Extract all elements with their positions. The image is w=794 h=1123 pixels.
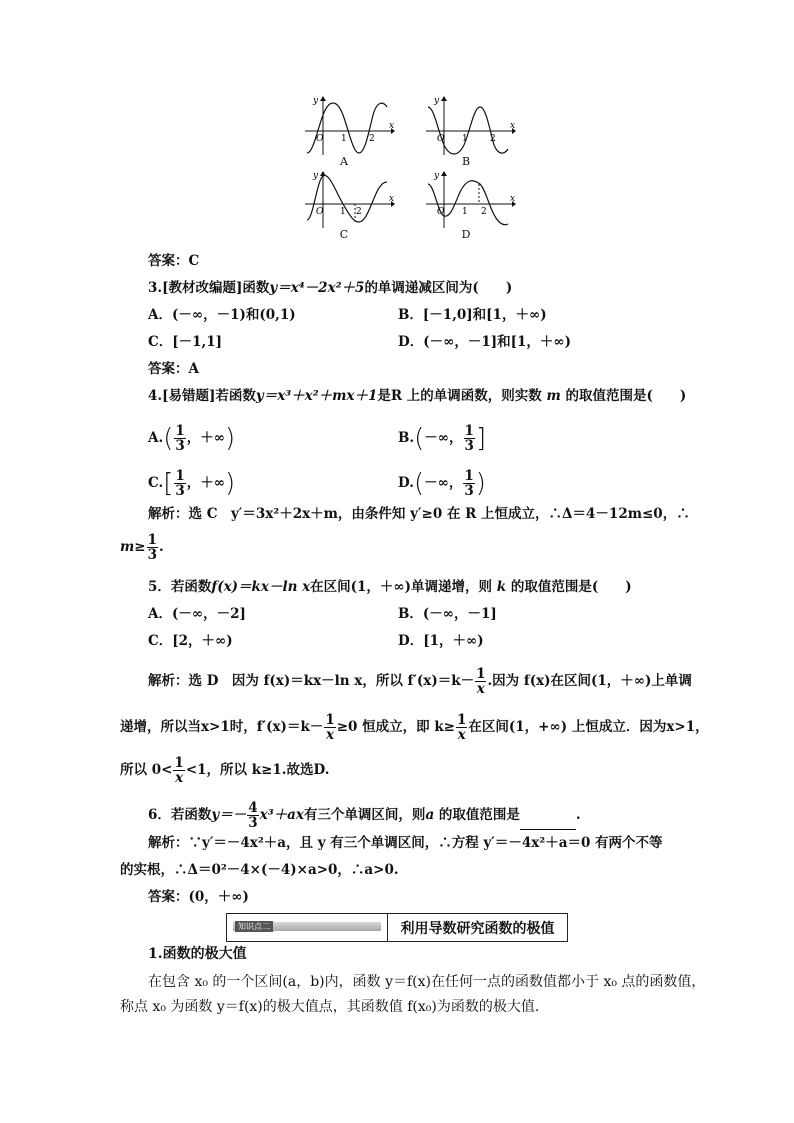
q6-solution-line1: 解析：∵y′＝－4x²＋a，且 y 有三个单调区间，∴方程 y′＝－4x²＋a＝0 有两个不等 [148,835,663,851]
q5-head: 5．若函数 [148,579,212,595]
q4-stem [148,387,686,405]
q3-answer: 答案：A [148,361,199,377]
q4-func: y＝x³＋x²＋mx＋1 [255,388,378,404]
q4-sol-m: m≥ [120,539,146,555]
graph-d-svg [424,170,516,230]
graph-d-1: 1 [462,207,468,217]
q6-solution-line2: 的实根，∴Δ＝0²－4×(－4)×a>0，∴a>0. [120,862,399,878]
q5-stem [148,578,632,596]
q5-sol2-mid: ≥0 恒成立，即 k≥ [336,719,455,735]
q3-stem [148,279,512,297]
graph-d-o: O [437,207,445,217]
q3-option-c: C．[－1,1] [148,334,223,350]
graph-b-svg [424,95,516,157]
q5-option-d: D．[1，＋∞) [398,633,484,649]
q3-tail: 的单调递减区间为( ) [364,280,513,296]
q4-a-prefix: A. [148,430,164,446]
graph-b-label: B [461,155,471,168]
graph-a-o: O [316,134,324,144]
graph-d [424,170,516,234]
q5-sol3-pre: 所以 0< [120,762,173,778]
q5-tail: 在区间(1，＋∞)单调递增，则 [310,579,493,595]
q4-option-c: C.[ $\frac{1}{3}$ ，＋∞) [148,468,236,499]
graph-c [303,170,395,234]
q5-sol2-pre: 递增，所以当x>1时，f′(x)＝k－ [120,719,324,735]
graph-a-y: y [313,96,319,106]
q6-end: . [575,807,581,823]
graph-c-2: 2 [356,207,362,217]
graph-d-2: 2 [481,207,487,217]
q4-c-frac: $\frac{1}{3}$ [175,468,185,499]
graph-d-y: y [434,171,440,181]
q6-answer-blank [520,815,576,830]
q4-b-inf: －∞ [424,430,450,446]
q4-d-inf: －∞ [424,475,449,491]
section-tag [227,914,388,941]
graph-b-2: 2 [490,134,496,144]
section-header [226,913,568,942]
q4-c-inf: ＋∞ [200,475,226,491]
q5-sol2-frac1: $\frac{1}{x}$ [325,712,335,743]
q4-tail2: 的取值范围是( ) [565,388,687,404]
q3-option-d: D．(－∞，－1]和[1，＋∞) [398,334,572,350]
q6-func-post: x³＋ax [259,807,304,823]
graph-c-svg [303,170,395,230]
q6-stem [148,801,581,830]
q6-head: 6．若函数 [148,807,212,823]
graph-a [303,95,395,161]
graph-d-x: x [510,194,516,204]
graph-a-x: x [389,121,395,131]
graph-b-x: x [510,121,516,131]
q3-option-b: B．[－1,0]和[1，＋∞) [398,307,547,323]
q5-tail2: 的取值范围是( ) [510,579,632,595]
q5-sol3-frac: $\frac{1}{x}$ [174,755,184,786]
q4-option-a: A.( $\frac{1}{3}$ ，＋∞) [148,423,236,454]
graph-d-label: D [461,228,471,241]
graph-c-x: x [389,194,395,204]
def-heading: 1.函数的极大值 [148,946,247,962]
graph-b-o: O [437,134,445,144]
q6-var: a [425,807,435,823]
graph-a-svg [303,95,395,157]
q5-option-c: C．[2，＋∞) [148,633,233,649]
q5-solution-line3 [120,756,329,785]
q4-a-inf: ＋∞ [200,430,225,446]
q6-func-pre: y＝－ [211,807,247,823]
q4-solution-line1: 解析：选 C y′＝3x²＋2x＋m，由条件知 y′≥0 在 R 上恒成立，∴Δ＝4－12m≤0，∴ [148,506,690,522]
q6-answer: 答案：(0，＋∞) [148,889,249,905]
q3-option-a: A．(－∞，－1)和(0,1) [148,307,296,323]
q5-sol2-post: 在区间(1，+∞) 上恒成立．因为x>1， [468,719,709,735]
q4-head: 4.[易错题]若函数 [148,388,256,404]
q4-sol-frac: $\frac{1}{3}$ [147,532,158,563]
q4-b-frac: $\frac{1}{3}$ [464,423,474,454]
q5-sol1-pre: 解析：选 D 因为 f(x)＝kx－ln x，所以 f′(x)＝k－ [148,673,475,689]
q4-d-frac: $\frac{1}{3}$ [464,468,474,499]
q4-d-prefix: D. [398,475,414,491]
q4-sol-end: . [159,539,164,555]
graph-b-1: 1 [462,134,468,144]
q6-tail: 有三个单调区间，则 [303,807,426,823]
section-tag-text: 知识点二 [235,921,273,932]
q2-answer: 答案：C [148,253,200,269]
q4-tail: 是R 上的单调函数，则实数 [377,388,542,404]
graph-c-o: O [316,207,324,217]
q5-sol1-post: .因为 f(x)在区间(1，＋∞)上单调 [487,673,692,689]
q3-head: 3.[教材改编题]函数 [148,280,270,296]
graph-c-1: 1 [340,207,346,217]
graph-b [424,95,516,161]
graph-c-label: C [339,228,349,241]
q3-func: y＝x⁴－2x²＋5 [269,280,365,296]
q5-sol2-frac2: $\frac{1}{x}$ [457,712,467,743]
q6-frac: $\frac{4}{3}$ [248,800,258,831]
q5-option-b: B．(－∞，－1] [398,606,497,622]
def-line2: 称点 x₀ 为函数 y＝f(x)的极大值点，其函数值 f(x₀)为函数的极大值. [120,999,540,1015]
q5-sol3-post: <1，所以 k≥1.故选D. [185,762,330,778]
graph-b-y: y [434,96,440,106]
q5-solution-line2 [120,713,709,742]
q4-var: m [546,388,561,404]
section-title: 利用导数研究函数的极值 [400,920,555,937]
q5-solution-line1 [148,667,692,696]
q5-sol1-frac: $\frac{1}{x}$ [476,666,486,697]
def-line1: 在包含 x₀ 的一个区间(a，b)内，函数 y＝f(x)在任何一点的函数值都小于 x₀ 点的函数值， [148,974,706,990]
q5-func: f(x)＝kx－ln x [211,579,311,595]
q4-option-d: D.(－∞， $\frac{1}{3}$ ) [398,468,486,499]
q6-tail2: 的取值范围是 [438,807,520,823]
graph-a-1: 1 [341,134,347,144]
q4-solution-line2 [120,533,164,562]
graph-a-label: A [340,155,348,168]
q4-b-prefix: B. [398,430,415,446]
q5-option-a: A．(－∞，－2] [148,606,246,622]
graph-a-2: 2 [369,134,375,144]
q4-c-prefix: C. [148,475,164,491]
graph-c-y: y [313,171,319,181]
q4-a-frac: $\frac{1}{3}$ [175,423,185,454]
q4-option-b: B.(－∞， $\frac{1}{3}$ ] [398,423,487,454]
q5-var: k [496,579,507,595]
